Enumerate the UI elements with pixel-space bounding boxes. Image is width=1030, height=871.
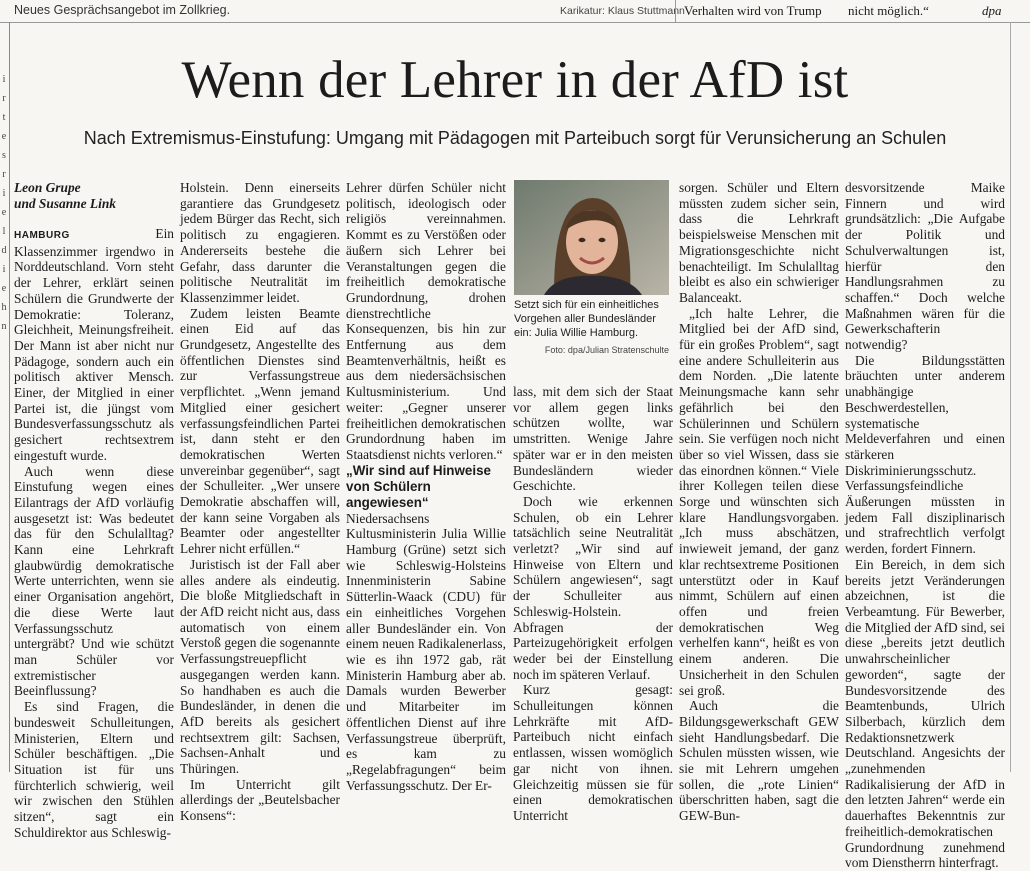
paragraph: lass, mit dem sich der Staat vor allem gegen links schützen wollte, war umstritten. Wenige Jahre später war er in den meisten Bundesländern wieder Geschichte. — [513, 384, 673, 494]
margin-char: r — [2, 93, 6, 104]
portrait-photo — [514, 180, 669, 295]
margin-char: r — [2, 169, 6, 180]
photo-credit: Foto: dpa/Julian Stratenschulte — [544, 345, 669, 355]
column-6 — [845, 180, 1005, 871]
paragraph: Im Unterricht gilt allerdings der „Beutelsbacher Konsens“: — [180, 776, 340, 824]
margin-char: n — [1, 321, 7, 332]
paragraph: Auch die Bildungsgewerkschaft GEW sieht Handlungsbedarf. Die Schulen müssten wissen, wie sie mit Lehrern umgehen sollen, die „rote Linien“ überschritten haben, sagt die GEW-Bun- — [679, 698, 839, 824]
margin-char: l — [2, 226, 6, 237]
margin-char: h — [1, 302, 7, 313]
paragraph: Holstein. Denn einerseits garantiere das Grundgesetz jedem Bürger das Recht, sich politisch zu engagieren. Andererseits bestehe die Gefahr, dass darunter die politische Neutralität im Klassenzimmer leidet. — [180, 180, 340, 305]
margin-char: e — [1, 207, 7, 218]
paragraph: Auch wenn diese Einstufung wegen eines Eilantrags der AfD vorläufig ausgesetzt ist: Was bedeutet das für den Schulalltag? Kann eine Lehrkraft glaubwürdig demokratische Werte unterrichten, wenn sie einer Organisation angehört, die diese Werte laut Verfassungsschutz untergräbt? Und wie schützt man Schüler vor extremistischer Beeinflussung? — [14, 463, 174, 699]
paragraph: Die Bildungsstätten bräuchten unter anderem unabhängige Beschwerdestellen, systematische Meldeverfahren und einen stärkeren Diskriminierungsschutz. Verfassungsfeindliche Äußerungen müssten in jedem Fall disziplinarisch und strafrechtlich verfolgt werden, fordert Finnern. — [845, 352, 1005, 557]
previous-article-fragment: Verhalten wird von Trump — [684, 3, 822, 18]
cartoon-credit: Karikatur: Klaus Stuttmann — [560, 5, 685, 17]
margin-char: i — [2, 188, 6, 199]
paragraph: Niedersachsens Kultusministerin Julia Willie Hamburg (Grüne) setzt sich wie Schleswig-Holsteins Innenministerin Sabine Sütterlin-Waack (CDU) für ein einheitliches Vorgehen aller Bundesländer ein. Von einem neuen Radikalenerlass, wie es ihn 1972 gab, rät Ministerin Hamburg aber ab. Damals wurden Bewerber und Mitarbeiter im öffentlichen Dienst auf ihre Verfassungstreue überprüft, es kam zu „Regelabfragungen“ beim Verfassungsschutz. Der Er- — [346, 510, 506, 793]
paragraph: Ein Bereich, in dem sich bereits jetzt Veränderungen abzeichnen, ist die Verbeamtung. Für Bewerber, die Mitglied der AfD sind, sei diese „bereits jetzt deutlich unwahrscheinlicher geworden“, sagte der Bundesvorsitzende des Beamtenbunds, Ulrich Silberbach, kürzlich dem Redaktionsnetzwerk Deutschland. Angesichts der „zunehmenden Radikalisierung der AfD in den letzten Jahren“ werde ein dauerhaftes Bekenntnis zur freiheitlich-demokratischen Grundordnung zunehmend vom Dienstherrn hinterfragt. — [845, 556, 1005, 871]
headline: Wenn der Lehrer in der AfD ist — [181, 51, 849, 109]
author-2: und Susanne Link — [14, 196, 116, 211]
paragraph: Es sind Fragen, die bundesweit Schulleitungen, Ministerien, Eltern und Schüler beschäftigen. „Die Situation ist für uns fürchterlich schwierig, weil wir zwischen den Stühlen sitzen“, sagt ein Schuldirektor aus Schleswig- — [14, 699, 174, 840]
portrait-illustration — [514, 180, 669, 295]
margin-char: i — [2, 74, 6, 85]
dateline: HAMBURG — [14, 230, 70, 241]
previous-article-fragment-2: nicht möglich.“ — [848, 3, 929, 18]
margin-char: d — [1, 245, 7, 256]
subheadline: Nach Extremismus-Einstufung: Umgang mit Pädagogen mit Parteibuch sorgt für Verunsicherung an Schulen — [83, 128, 947, 148]
margin-char: t — [2, 112, 6, 123]
paragraph: Kurz gesagt: Schulleitungen können Lehrkräfte mit AfD-Parteibuch nicht einfach entlassen, wissen womöglich gar nicht von ihnen. Gleichzeitig müssen sie für einen demokratischen Unterricht — [513, 682, 673, 823]
column-1 — [14, 180, 174, 840]
margin-char: s — [2, 150, 6, 161]
column-2 — [180, 180, 340, 824]
paragraph: Doch wie erkennen Schulen, ob ein Lehrer tatsächlich seine Neutralität verletzt? „Wir sind auf Hinweise von Eltern und Schülern angewiesen“, sagt der Schulleiter aus Schleswig-Holstein. Abfragen der Parteizugehörigkeit erfolgen weder bei der Einstellung noch im späteren Verlauf. — [513, 493, 673, 682]
margin-char: e — [1, 283, 7, 294]
paragraph: desvorsitzende Maike Finnern und wird grundsätzlich: „Die Aufgabe der Politik und Schulverwaltungen ist, hierfür den Handlungsrahmen zu schaffen.“ Doch welche Maßnahmen wären für die Gewerkschafterin notwendig? — [845, 180, 1005, 353]
paragraph: Lehrer dürfen Schüler nicht politisch, ideologisch oder religiös vereinnahmen. Kommt es zu Verstößen oder äußern sich Lehrer bei Veranstaltungen gegen die freiheitlich demokratische Grundordnung, drohen dienstrechtliche Konsequenzen, bis hin zur Entfernung aus dem Beamtenverhältnis, heißt es aus dem niedersächsischen Kultusministerium. Und weiter: „Gegner unserer freiheitlichen demokratischen Grundordnung haben im Staatsdienst nichts verloren.“ — [346, 180, 506, 462]
column-divider — [675, 0, 676, 22]
margin-char: i — [2, 264, 6, 275]
column-5 — [679, 180, 839, 824]
author-1: Leon Grupe — [14, 180, 81, 195]
cartoon-caption: Neues Gesprächsangebot im Zollkrieg. — [14, 3, 231, 17]
paragraph: HAMBURG Ein Klassenzimmer irgendwo in Norddeutschland. Vorn steht der Lehrer, erklärt seinen Schülern die Grundwerte der Demokratie: Toleranz, Gleichheit, Meinungsfreiheit. Der Mann ist aber nicht nur Pädagoge, sondern auch ein politisch aktiver Mensch. Einer, der Mitglied in einer Partei ist, die jüngst vom Bundesverfassungsschutz als gesichert rechtsextrem eingestuft wurde. — [14, 226, 174, 463]
paragraph: Juristisch ist der Fall aber alles andere als eindeutig. Die bloße Mitgliedschaft in der AfD reicht nicht aus, dass automatisch von einem Verstoß gegen die sogenannte Verfassungstreuepflicht ausgegangen werden kann. So handhaben es auch die Bundesländer, in denen die AfD bereits als gesichert rechtsextrem gilt: Sachsen, Sachsen-Anhalt und Thüringen. — [180, 556, 340, 777]
paragraph: Zudem leisten Beamte einen Eid auf das Grundgesetz, Angestellte des öffentlichen Dienstes sind zur Verfassungstreue verpflichtet. „Wenn jemand Mitglied einer gesichert verfassungsfeindlichen Partei ist, dann steht er den demokratischen Werten unvereinbar gegenüber“, sagt der Schulleiter. „Wer unsere Demokratie abschaffen will, der kann seine Vorgaben als Beamter oder angestellter Lehrer nicht erfüllen.“ — [180, 305, 340, 557]
paragraph: sorgen. Schüler und Eltern müssten zudem sicher sein, dass die Lehrkraft beispielsweise Menschen mit Migrationsgeschichte nicht benachteiligt. Im Schulalltag bleibt es also ein schwieriger Balanceakt. — [679, 180, 839, 305]
byline — [14, 180, 174, 212]
column-4 — [513, 384, 673, 824]
intermediate-heading: „Wir sind auf Hinweise von Schülern angewiesen“ — [346, 462, 491, 510]
agency-tag: dpa — [982, 3, 1002, 18]
photo-caption: Setzt sich für ein einheitliches Vorgehen aller Bundesländer ein: Julia Willie Hamburg. — [514, 299, 659, 339]
paragraph: „Ich halte Lehrer, die Mitglied bei der AfD sind, für ein großes Problem“, sagt eine andere Schulleiterin aus dem Norden. „Die latente Meinungsmache kann sehr gefährlich bei den Schülerinnen und Schülern sein. Sie verfügen noch nicht über so viel Wissen, dass sie das einordnen können.“ Viele ihrer Kollegen teilen diese Sorge und wünschten sich klare Handlungsvorgaben. „Ich muss abschätzen, inwieweit jemand, der ganz klar rechtsextreme Positionen unterstützt oder in Kauf nimmt, Schülern auf einen offen und freien demokratischen Weg verhelfen kann“, heißt es von einem anderen. Die Unsicherheit in den Schulen sei groß. — [679, 305, 839, 698]
margin-char: e — [1, 131, 7, 142]
top-strip — [0, 0, 1030, 23]
column-3 — [346, 180, 506, 793]
